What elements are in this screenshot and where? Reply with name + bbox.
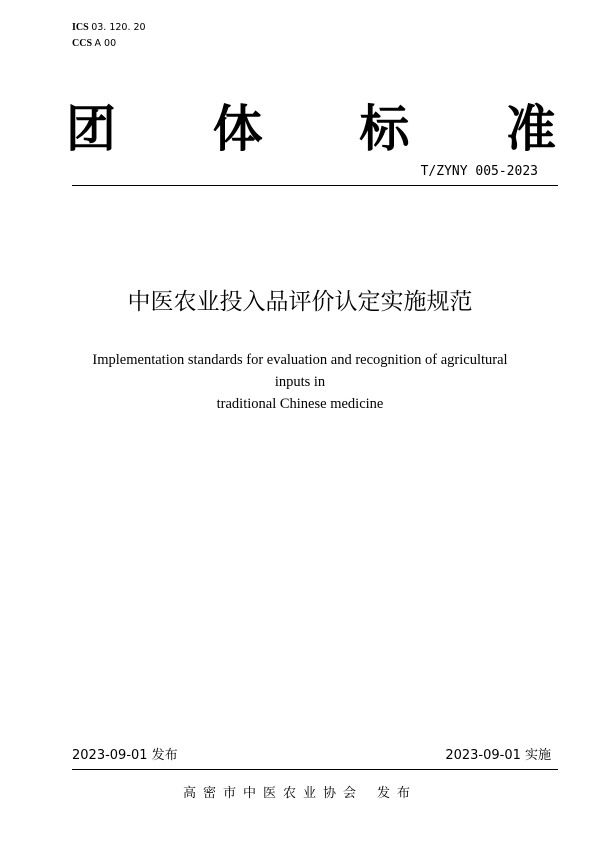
publisher-action: 发布 (377, 786, 418, 801)
release-date: 2023-09-01 发布 (72, 748, 178, 763)
top-divider (72, 185, 558, 186)
ccs-label: CCS (72, 38, 93, 49)
ccs-value: A 00 (94, 38, 117, 49)
ccs-code (72, 38, 116, 50)
ics-label: ICS (72, 22, 89, 33)
english-title-line-1: Implementation standards for evaluation and recognition of agricultural inputs in (92, 352, 508, 390)
standard-number: T/ZYNY 005-2023 (420, 164, 538, 179)
standard-type-char-1: 团 (66, 100, 116, 158)
english-title-line-2: traditional Chinese medicine (216, 396, 384, 412)
implementation-date: 2023-09-01 实施 (445, 748, 551, 763)
standard-type-char-2: 体 (212, 100, 263, 158)
ics-value: 03. 120. 20 (91, 22, 146, 33)
english-title (80, 349, 520, 415)
ics-code (72, 22, 146, 34)
chinese-title: 中医农业投入品评价认定实施规范 (127, 289, 473, 315)
standard-type-char-3: 标 (359, 100, 410, 158)
standard-type-heading (66, 96, 556, 162)
publisher-line (0, 785, 600, 803)
bottom-divider (72, 769, 558, 770)
publisher-org: 高密市中医农业协会 (182, 786, 363, 801)
standard-type-char-4: 准 (505, 100, 556, 158)
